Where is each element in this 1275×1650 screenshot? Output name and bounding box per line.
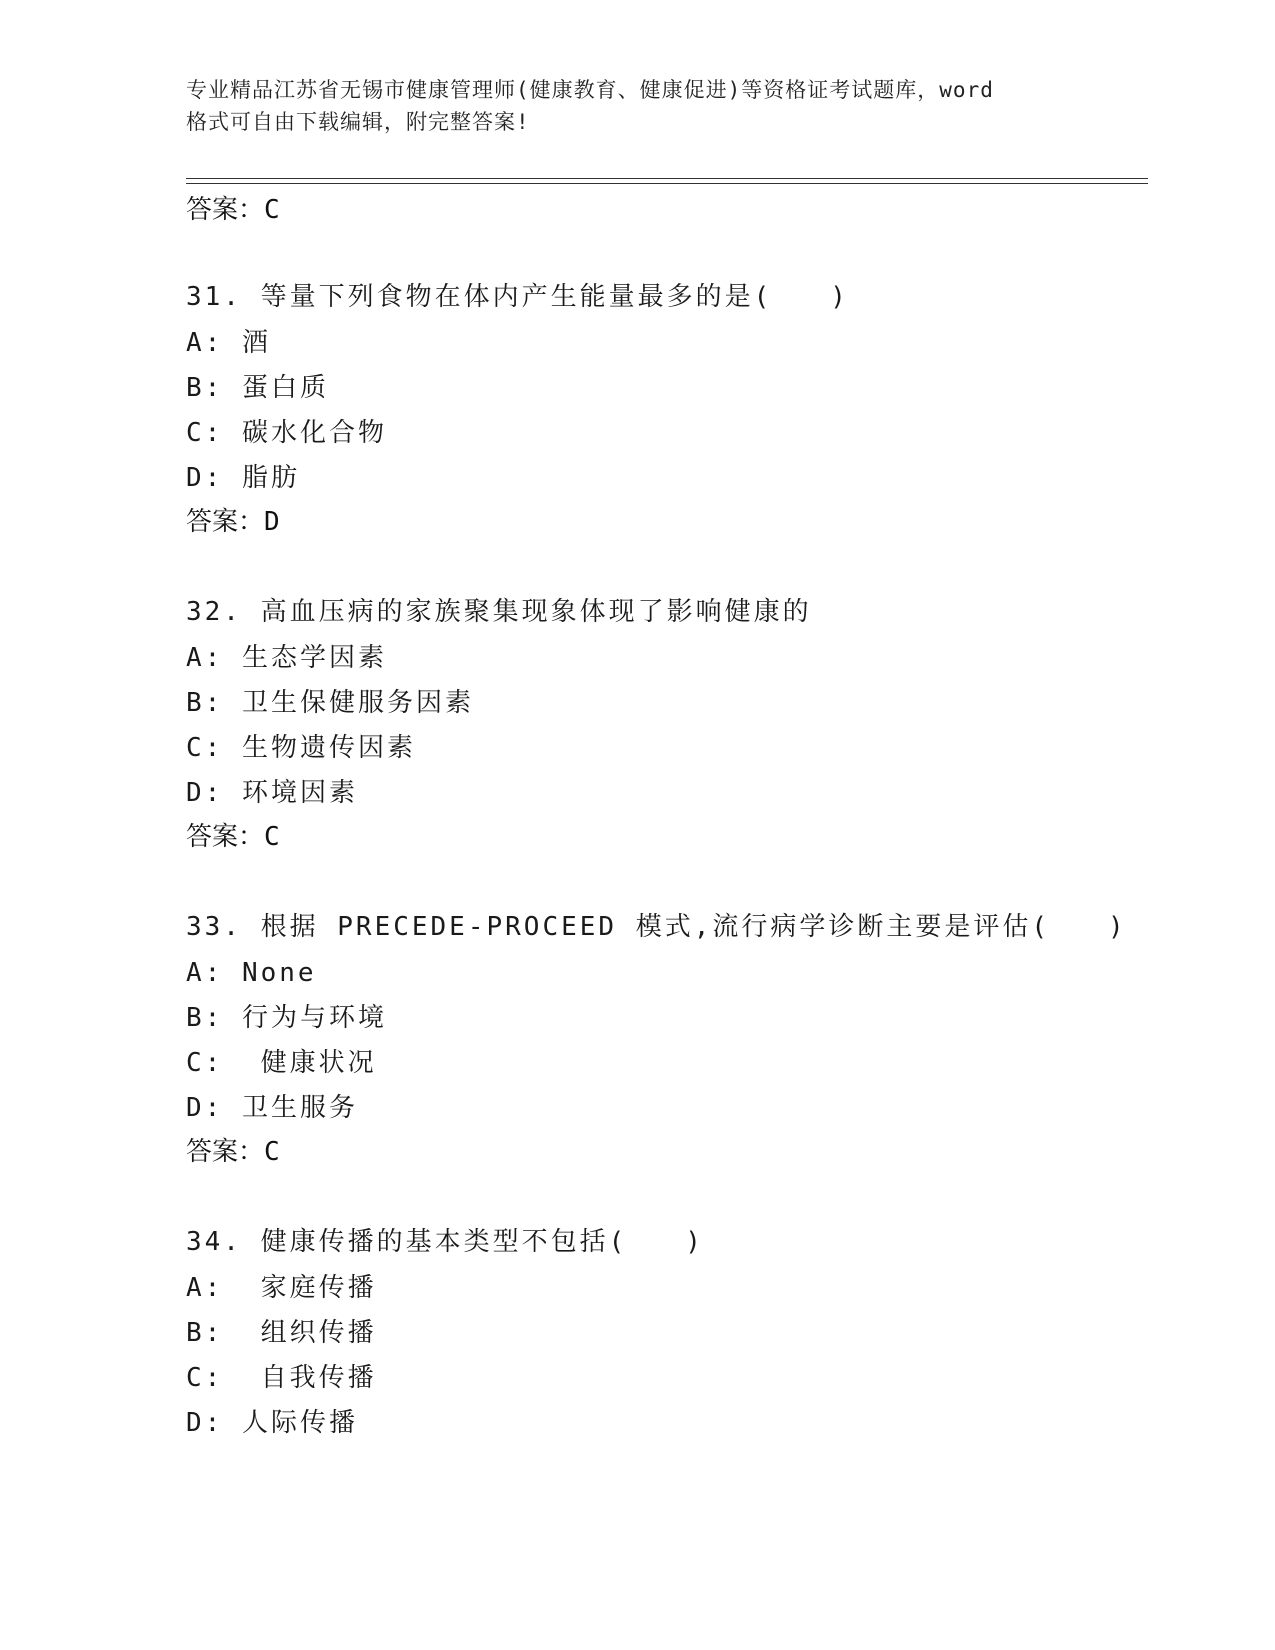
option-text: 人际传播: [223, 1408, 358, 1438]
question-31: [186, 282, 1146, 537]
option-a: [186, 328, 1146, 358]
question-32: [186, 597, 1146, 852]
option-b: [186, 1318, 1146, 1348]
option-d: [186, 463, 1146, 493]
answer-label: 答案：: [186, 507, 265, 537]
option-d: [186, 1093, 1146, 1123]
option-label: C:: [186, 1048, 224, 1078]
option-text: 卫生保健服务因素: [223, 688, 474, 718]
option-text: 蛋白质: [223, 373, 329, 403]
option-label: D:: [186, 1093, 224, 1123]
previous-answer: [186, 195, 280, 225]
option-text: 生物遗传因素: [223, 733, 416, 763]
option-label: A:: [186, 1273, 224, 1303]
question-33: [186, 912, 1146, 1167]
option-text: 自我传播: [223, 1363, 377, 1393]
option-label: A:: [186, 643, 224, 673]
option-b: [186, 688, 1146, 718]
answer-label: 答案：: [186, 195, 265, 225]
option-label: D:: [186, 778, 224, 808]
option-label: A:: [186, 328, 224, 358]
option-text: 卫生服务: [223, 1093, 358, 1123]
option-label: B:: [186, 373, 224, 403]
header-divider-top: [186, 178, 1148, 179]
question-34: [186, 1227, 1146, 1453]
answer-value: C: [264, 822, 280, 852]
answer-label: 答案：: [186, 1137, 265, 1167]
option-text: 行为与环境: [223, 1003, 387, 1033]
question-answer: [186, 1137, 1146, 1167]
option-label: B:: [186, 1318, 224, 1348]
option-text: None: [223, 958, 317, 988]
option-label: C:: [186, 733, 224, 763]
option-c: [186, 733, 1146, 763]
header-divider-bottom: [186, 183, 1148, 184]
question-stem: 32. 高血压病的家族聚集现象体现了影响健康的: [186, 597, 812, 627]
option-label: C:: [186, 418, 224, 448]
header-line-2: 格式可自由下载编辑，附完整答案!: [186, 110, 530, 134]
option-c: [186, 418, 1146, 448]
option-label: B:: [186, 1003, 224, 1033]
answer-value: C: [264, 1137, 280, 1167]
option-text: 脂肪: [223, 463, 300, 493]
question-stem: 33. 根据 PRECEDE-PROCEED 模式,流行病学诊断主要是评估( ): [186, 912, 1127, 942]
option-b: [186, 1003, 1146, 1033]
option-label: D:: [186, 463, 224, 493]
option-label: C:: [186, 1363, 224, 1393]
answer-value: D: [264, 507, 280, 537]
option-a: [186, 643, 1146, 673]
option-b: [186, 373, 1146, 403]
option-d: [186, 1408, 1146, 1438]
option-text: 组织传播: [223, 1318, 377, 1348]
option-text: 家庭传播: [223, 1273, 377, 1303]
question-answer: [186, 507, 1146, 537]
document-header: [186, 74, 1086, 138]
question-stem: 34. 健康传播的基本类型不包括( ): [186, 1227, 704, 1257]
option-a: [186, 958, 1146, 988]
option-text: 酒: [223, 328, 271, 358]
option-a: [186, 1273, 1146, 1303]
option-d: [186, 778, 1146, 808]
option-c: [186, 1363, 1146, 1393]
header-line-1: 专业精品江苏省无锡市健康管理师(健康教育、健康促进)等资格证考试题库，word: [186, 78, 994, 102]
option-c: [186, 1048, 1146, 1078]
option-text: 环境因素: [223, 778, 358, 808]
answer-label: 答案：: [186, 822, 265, 852]
answer-value: C: [264, 195, 280, 225]
option-label: D:: [186, 1408, 224, 1438]
option-label: A:: [186, 958, 224, 988]
option-label: B:: [186, 688, 224, 718]
question-stem: 31. 等量下列食物在体内产生能量最多的是( ): [186, 282, 849, 312]
option-text: 健康状况: [223, 1048, 377, 1078]
question-answer: [186, 822, 1146, 852]
option-text: 碳水化合物: [223, 418, 387, 448]
option-text: 生态学因素: [223, 643, 387, 673]
